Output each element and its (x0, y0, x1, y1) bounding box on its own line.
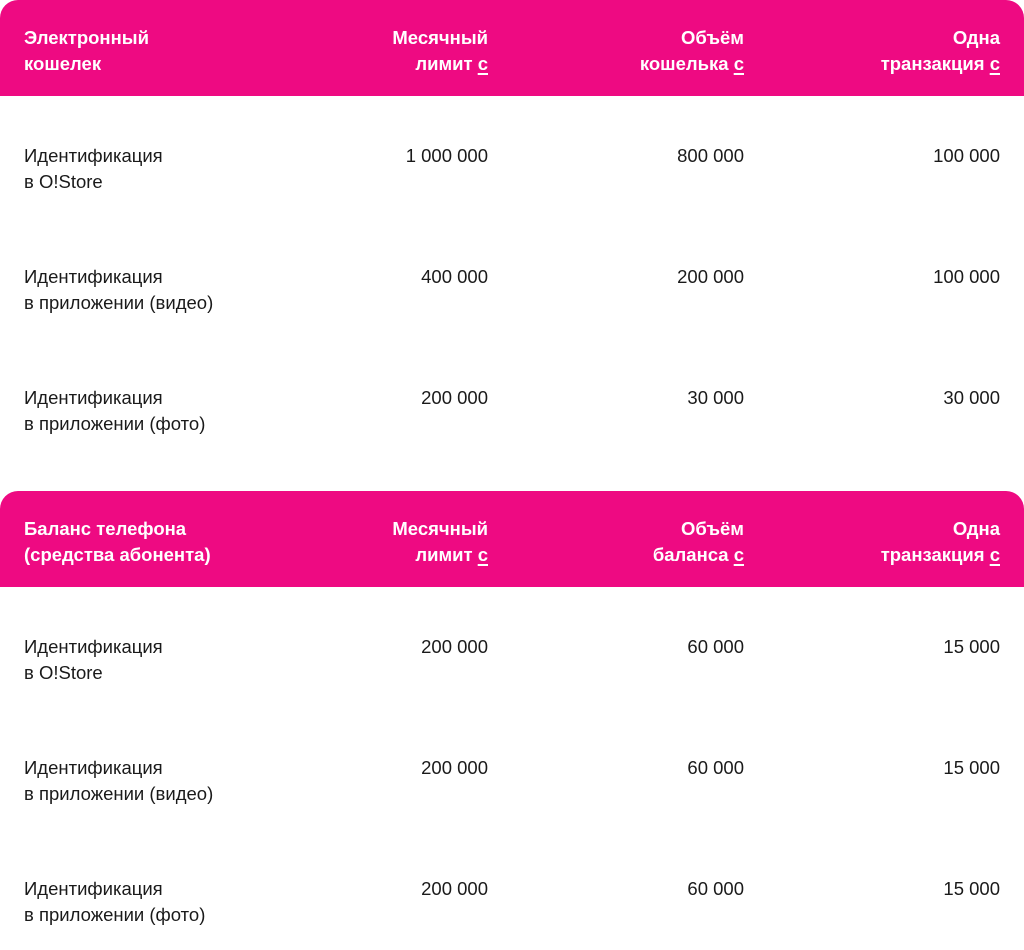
phone-balance-limits-table (0, 491, 1024, 950)
volume-value: 60 000 (687, 757, 744, 778)
monthly-limit-value: 200 000 (421, 387, 488, 408)
header-balance-type: Баланс телефона (средства абонента) (24, 518, 211, 565)
wallet-limits-table (0, 0, 1024, 459)
table-row (0, 708, 1024, 829)
single-transaction-value: 100 000 (933, 266, 1000, 287)
row-identification-type: Идентификация в приложении (видео) (24, 757, 214, 804)
table-row (0, 338, 1024, 459)
header-monthly-limit: Месячный лимит с (392, 27, 488, 74)
table-row (0, 829, 1024, 950)
table-row (0, 217, 1024, 338)
header-monthly-limit: Месячный лимит с (392, 518, 488, 565)
row-identification-type: Идентификация в O!Store (24, 636, 163, 683)
currency-symbol: с (733, 544, 744, 565)
row-identification-type: Идентификация в O!Store (24, 145, 163, 192)
monthly-limit-value: 400 000 (421, 266, 488, 287)
wallet-table-header (0, 0, 1024, 96)
table-row (0, 587, 1024, 708)
phone-table-header (0, 491, 1024, 587)
single-transaction-value: 30 000 (943, 387, 1000, 408)
table-row (0, 96, 1024, 217)
volume-value: 800 000 (677, 145, 744, 166)
monthly-limit-value: 200 000 (421, 757, 488, 778)
currency-symbol: с (989, 53, 1000, 74)
volume-value: 200 000 (677, 266, 744, 287)
volume-value: 30 000 (687, 387, 744, 408)
row-identification-type: Идентификация в приложении (фото) (24, 878, 206, 925)
monthly-limit-value: 1 000 000 (405, 145, 488, 166)
row-identification-type: Идентификация в приложении (видео) (24, 266, 214, 313)
header-single-transaction: Одна транзакция с (880, 27, 1000, 74)
monthly-limit-value: 200 000 (421, 878, 488, 899)
header-balance-volume: Объём баланса с (652, 518, 744, 565)
header-wallet-type: Электронный кошелек (24, 27, 149, 74)
header-wallet-volume: Объём кошелька с (639, 27, 744, 74)
single-transaction-value: 100 000 (933, 145, 1000, 166)
currency-symbol: с (477, 544, 488, 565)
monthly-limit-value: 200 000 (421, 636, 488, 657)
single-transaction-value: 15 000 (943, 878, 1000, 899)
currency-symbol: с (733, 53, 744, 74)
row-identification-type: Идентификация в приложении (фото) (24, 387, 206, 434)
volume-value: 60 000 (687, 878, 744, 899)
header-single-transaction: Одна транзакция с (880, 518, 1000, 565)
single-transaction-value: 15 000 (943, 636, 1000, 657)
currency-symbol: с (477, 53, 488, 74)
single-transaction-value: 15 000 (943, 757, 1000, 778)
currency-symbol: с (989, 544, 1000, 565)
volume-value: 60 000 (687, 636, 744, 657)
